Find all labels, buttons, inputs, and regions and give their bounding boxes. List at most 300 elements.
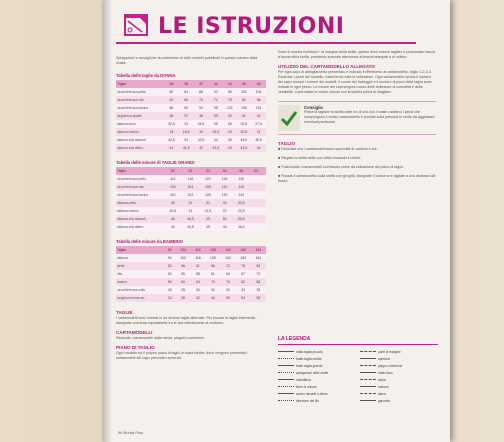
table-cell: 126 [217,175,233,183]
table-cell: 42 [191,294,206,302]
table-cell: 36 [164,80,179,88]
table-cell [262,191,266,199]
legend-item [278,369,356,376]
table-cell: 33 [217,199,233,207]
table-cell: 110 [164,191,182,199]
legend-label: tasca [378,391,386,396]
legend-symbol [360,351,376,352]
section-heading: PIANO DI TAGLIO [116,345,155,350]
table-cell: 40 [194,80,209,88]
table-cell: 88 [194,88,209,96]
table-cell: 72 [220,262,235,270]
table-cell: 42 [251,112,266,120]
table-cell: 70 [251,270,266,278]
table-cell: 19 [194,128,209,136]
table-cell: 60 [175,278,190,286]
legend-label: tratto taglia piccola [296,349,323,354]
table-cell: 38 [175,294,190,302]
table-cell: 26 [164,286,175,294]
table-cell: 27,5 [251,120,266,128]
table-cell: 41 [164,144,179,152]
table-cell: 114 [164,175,182,183]
table-cell: 76 [220,278,235,286]
table-cell: 64 [220,270,235,278]
legend-symbol [360,372,376,373]
table-cell: Taglia [116,80,164,88]
table-cell [250,199,262,207]
table-cell: circonferenza petto [116,175,164,183]
legend-item [278,376,356,383]
table-cell: 44 [164,223,182,231]
legend-label: tratto taglia media [296,356,322,361]
legend-symbol [278,365,294,366]
table-cell: 52 [182,167,200,175]
table-cell: 46,5 [232,223,250,231]
table-cell: 108 [199,183,217,191]
table-cell [262,183,266,191]
table-cell: 34 [164,294,175,302]
table-cell: 37 [179,112,194,120]
legend-label: centro davanti o dietro [296,391,328,396]
table-cell: 58 [251,294,266,302]
table-cell: 116 [191,246,206,254]
table-cell: 26 [223,120,236,128]
legend-label: apertura [378,356,390,361]
table-cell: 80 [164,88,179,96]
table-cell: 41 [236,112,251,120]
legend-item [360,348,438,355]
table-cell: 86 [164,104,179,112]
table-cell: 112 [217,183,233,191]
table-cell: 45 [223,136,236,144]
table-cell: circonferenza bacino [116,191,164,199]
size-table [116,167,266,231]
table-cell: circonferenza collo [116,286,164,294]
table-row [116,136,266,144]
table-row [116,294,266,302]
table-cell: 21,5 [199,207,217,215]
page-title: LE ISTRUZIONI [158,14,345,39]
table-cell: circonferenza petto [116,88,164,96]
right-intro: Dove si mostra il simbolo * al margine della stoffa, questo deve essere tagliato e posizionato faccia a faccia della stoffa, prestando speciale attenzione ai tessuti stampati e di velluto. [278,50,435,59]
table-cell: 30 [164,199,182,207]
right-column [278,50,436,188]
table-cell: 128 [205,254,220,262]
legend-symbol [360,379,376,380]
table-cell: 70 [194,96,209,104]
table-cell: 42 [208,80,223,88]
table-cell: altezza vita davanti [116,136,164,144]
table-cell [262,223,266,231]
table-cell [250,183,262,191]
table-cell: 56 [164,278,175,286]
table-cell: 36 [164,112,179,120]
table-row [116,104,266,112]
section-text: I cartamodelli sono indicati in tre diverse taglie alternate. Per trovare le taglie intermedie, disegnate una linea equidistante tra le due lateralmente al contorno. [116,316,257,325]
table-cell: 82 [236,278,251,286]
table-cell: 21 [182,207,200,215]
table-row [116,262,266,270]
table-cell: 92 [208,88,223,96]
bullet-item: ■ Ricordate che i cartamodelli sono sprovvisti di cuciture e orli. [278,147,378,151]
table-cell: 116 [182,175,200,183]
legend-symbol [278,400,294,401]
table-cell: 48 [251,80,266,88]
legend-item [278,355,356,362]
legend-grid [278,348,438,404]
left-column [116,56,266,361]
legend-symbol [278,358,294,359]
table-cell: 40 [223,112,236,120]
table-cell [262,175,266,183]
legend-label: linee di unione [296,384,317,389]
table-cell: 102 [223,104,236,112]
table-cell: 33 [220,286,235,294]
table-cell: 45 [199,223,217,231]
table-cell: 38 [194,112,209,120]
table-cell: 38 [179,80,194,88]
table-cell: 39 [208,112,223,120]
legend-label: direzione del filo [296,398,320,403]
bullet-item: ■ Fissate il cartamodello sulla stoffa con gli spilli, disegnate il contorno e tagliate a una distanza dal bordo. [278,174,436,183]
legend-item [360,390,438,397]
table-cell: 20,5 [164,207,182,215]
table-cell: 94 [164,254,175,262]
table-cell [250,223,262,231]
table-cell: 126 [199,191,217,199]
table-cell: larghezza spalle [116,112,164,120]
table-cell: 74 [208,96,223,104]
table-cell: 92 [164,246,175,254]
left-sections [116,310,266,361]
table-cell: 130 [232,175,250,183]
table-cell: 104 [182,183,200,191]
legend-symbol [278,386,294,387]
taglio-bullets [278,147,436,184]
table-cell: 31 [182,199,200,207]
table-cell: circonferenza vita [116,183,164,191]
table-cell [250,191,262,199]
table-cell: Taglia [116,167,164,175]
table-row [116,199,266,207]
table-row [116,207,266,215]
table-cell: altezza vita davanti [116,215,164,223]
table-cell: Taglia [116,246,164,254]
table-cell: 43,5 [236,144,251,152]
table-cell [262,167,266,175]
table-cell: 58 [232,167,250,175]
table-cell: 49 [199,215,217,223]
table-header-row [116,167,266,175]
table-header-row [116,80,266,88]
table-row [116,254,266,262]
table-cell: 164 [251,254,266,262]
table-cell: 22,5 [164,120,179,128]
legend-label: punti di margine [378,349,401,354]
section-heading: UTILIZZO DEL CARTAMODELLO ALLEGATO [278,64,375,69]
table-cell: 140 [220,254,235,262]
table-row [116,128,266,136]
table-cell: altezza bacino [116,207,164,215]
legend-item [360,355,438,362]
table-row [116,144,266,152]
table-cell: circonferenza vita [116,96,164,104]
section-heading: CARTAMODELLI [116,330,153,335]
table-cell: lunghezza braccio [116,294,164,302]
table-cell: 64 [191,278,206,286]
bullet-item: ■ Posizionate i cartamodelli sul tessuto come da indicazione del piano di taglio. [278,165,404,169]
table-cell: 106 [236,104,251,112]
legend-symbol [360,386,376,387]
title-bar [116,8,416,44]
table-cell: 58 [191,270,206,278]
table-cell: 18,5 [179,128,194,136]
checkmark-icon [278,105,300,131]
table-row [116,223,266,231]
table-title: Tabella delle taglie da DONNA [116,73,176,78]
table-cell: 25 [208,120,223,128]
legend-label: bottone [378,384,389,389]
table-cell: 42,5 [208,144,223,152]
table-cell: 46 [217,223,233,231]
size-tables [116,73,266,302]
table-cell: 56 [175,262,190,270]
table-cell: altezza petto [116,199,164,207]
table-header-row [116,246,266,254]
table-cell: 122 [199,175,217,183]
table-row [116,278,266,286]
table-cell: 104 [175,246,190,254]
legend-label: gancetto [378,398,391,403]
table-row [116,183,266,191]
table-cell: 110 [251,104,266,112]
table-cell: 41,5 [179,144,194,152]
table-cell: vita [116,270,164,278]
table-cell: 32 [205,286,220,294]
intro-text: Spiegazioni e consigli per la confezione di tutti i modelli pubblicati in questo numero della rivista. [116,56,258,65]
table-row [116,112,266,120]
table-cell: 30 [191,286,206,294]
table-cell: 116 [191,254,206,262]
table-cell: 122 [182,191,200,199]
table-cell: 52 [164,270,175,278]
table-cell: 44 [208,136,223,144]
section-text: Ricalcate i cartamodelli dalla rivista, piegati a colonnine. [116,336,205,340]
table-cell: 50 [217,215,233,223]
table-cell [262,199,266,207]
table-cell: 24 [179,120,194,128]
table-cell: 46,5 [251,136,266,144]
legend-item [278,390,356,397]
table-cell: 46 [164,215,182,223]
table-cell: 46,5 [182,215,200,223]
table-cell: 98 [208,104,223,112]
table-cell: 134 [232,191,250,199]
consiglio-content [304,105,436,131]
table-cell: 35 [251,286,266,294]
table-cell: altezza [116,254,164,262]
table-cell [250,207,262,215]
table-cell: 82 [236,96,251,104]
table-cell: 20 [223,128,236,136]
table-cell [262,207,266,215]
table-cell: 44 [223,80,236,88]
legend-item [360,362,438,369]
table-cell: 21 [251,128,266,136]
table-cell: 88 [251,278,266,286]
table-cell: 130 [217,191,233,199]
section-heading: TAGLIE [116,310,133,315]
table-cell: 128 [205,246,220,254]
table-cell: 34 [236,286,251,294]
table-cell: 56 [217,167,233,175]
table-cell: 70 [205,278,220,286]
table-cell: 26,5 [236,120,251,128]
table-cell [250,215,262,223]
table-cell: 102 [175,254,190,262]
table-row [116,88,266,96]
legend-label: piega o direzione [378,363,403,368]
table-cell: 54 [199,167,217,175]
legend-symbol [360,400,376,401]
taglio-heading: TAGLIO [278,141,296,146]
table-cell: 140 [220,246,235,254]
table-cell: 44,5 [182,223,200,231]
table-cell: 152 [236,246,251,254]
consiglio-text: Prima di tagliare la stoffa unite tra di loro con il nastro adesivo i pezzi che compongono il vostro cartamodello e provate sulla persona in modo da aggiustare eventuali particolari. [304,110,435,124]
table-cell: 18 [164,128,179,136]
legend-heading: LA LEGENDA [278,336,438,345]
table-cell: 43,5 [194,136,209,144]
table-cell: altezza vita dietro [116,223,164,231]
size-table [116,246,266,302]
table-title: Tabella delle misure di TAGLIE GRANDI [116,160,195,165]
legend-label: asola [378,377,386,382]
table-cell: 152 [236,254,251,262]
table-cell: altezza seno [116,120,164,128]
table-cell: 78 [236,262,251,270]
legend-symbol [360,358,376,359]
table-cell: 164 [251,246,266,254]
legend-item [278,397,356,404]
table-cell: 45,5 [236,136,251,144]
table-cell: 50 [164,167,182,175]
legend-label: imbottitura [296,377,311,382]
table-cell: 46 [236,80,251,88]
table-cell: 22,5 [232,207,250,215]
table-cell: 90 [179,104,194,112]
table-cell: 86 [251,96,266,104]
table-cell: 116 [232,183,250,191]
legend [278,336,438,436]
table-cell: 84 [251,262,266,270]
legend-label: spiegazioni delle stoffe [296,370,329,375]
legend-label: tratto fisso [378,370,393,375]
table-cell: 61 [205,270,220,278]
table-cell: 42 [194,144,209,152]
table-cell: altezza bacino [116,128,164,136]
table-cell: 52 [164,262,175,270]
table-row [116,270,266,278]
legend-symbol [278,393,294,394]
table-cell [250,175,262,183]
consiglio-heading: Consiglio [304,105,324,110]
legend-item [278,362,356,369]
table-cell: petto [116,262,164,270]
table-cell: 104 [251,88,266,96]
table-cell: 43 [179,136,194,144]
table-row [116,96,266,104]
table-cell: 32 [199,199,217,207]
legend-item [360,397,438,404]
table-cell: 55 [175,270,190,278]
scissors-pattern-icon [122,12,152,38]
magazine-page [104,0,450,442]
bullet-item: ■ Piegate la stoffa dritto con dritto trovando il centro. [278,156,362,160]
table-row [116,286,266,294]
legend-item [360,369,438,376]
table-cell: 84 [179,88,194,96]
table-cell: 20,5 [236,128,251,136]
table-cell: 100 [164,183,182,191]
table-cell: 66 [205,262,220,270]
table-cell: 54 [236,294,251,302]
table-cell: 66 [179,96,194,104]
table-cell: 24,5 [194,120,209,128]
legend-item [278,383,356,390]
section-text: Per ogni capo di abbigliamento presentato è indicato il riferimento al cartamodello, foglio 1-2-3-4. Ricalcate i pezzi del modello, trasferendo tutte le indicazioni. Ogni cartamodello riporta il numero del capo nonché i numeri dei modelli. Il colore del tratteggio e il numero di pezzi della taglia sono indicati in ogni pezzo. Le misure dei capi tengono conto delle tolleranze di comodità e della vestibilità. Confrontate le vostre misure con la tabella prima di ritagliare. [278,70,432,94]
table-cell: 67 [236,270,251,278]
legend-symbol [278,379,294,380]
table-cell: altezza vita dietro [116,144,164,152]
table-cell: 60 [250,167,262,175]
table-cell: 50 [220,294,235,302]
table-cell: 19,5 [208,128,223,136]
table-cell [262,215,266,223]
table-title: Tabella delle misure da BAMBINO [116,239,183,244]
table-row [116,175,266,183]
table-cell: 43 [223,144,236,152]
page-footer: 56 Burda Plus [118,430,144,435]
table-row [116,215,266,223]
size-table [116,80,266,152]
table-cell: 78 [223,96,236,104]
table-cell: 42,5 [164,136,179,144]
legend-symbol [360,393,376,394]
table-row [116,191,266,199]
table-cell: bacino [116,278,164,286]
table-cell: 33,5 [232,199,250,207]
table-row [116,120,266,128]
legend-item [278,348,356,355]
table-cell: 22 [217,207,233,215]
legend-symbol [360,365,376,366]
legend-label: tratto taglia grande [296,363,323,368]
section-text: Ogni modello ha il proprio piano di taglio in scala ridotta, dove vengono presentati i cartamodelli del capo prescelto numerati. [116,351,248,360]
consiglio-box [278,101,436,135]
table-cell: 50,5 [232,215,250,223]
page-gutter-shadow [104,0,112,442]
legend-item [360,383,438,390]
table-cell: 96 [223,88,236,96]
table-cell: circonferenza bacino [116,104,164,112]
table-cell: 94 [194,104,209,112]
legend-item [360,376,438,383]
table-cell: 61 [191,262,206,270]
table-cell: 46 [205,294,220,302]
legend-symbol [278,351,294,352]
table-cell: 100 [236,88,251,96]
